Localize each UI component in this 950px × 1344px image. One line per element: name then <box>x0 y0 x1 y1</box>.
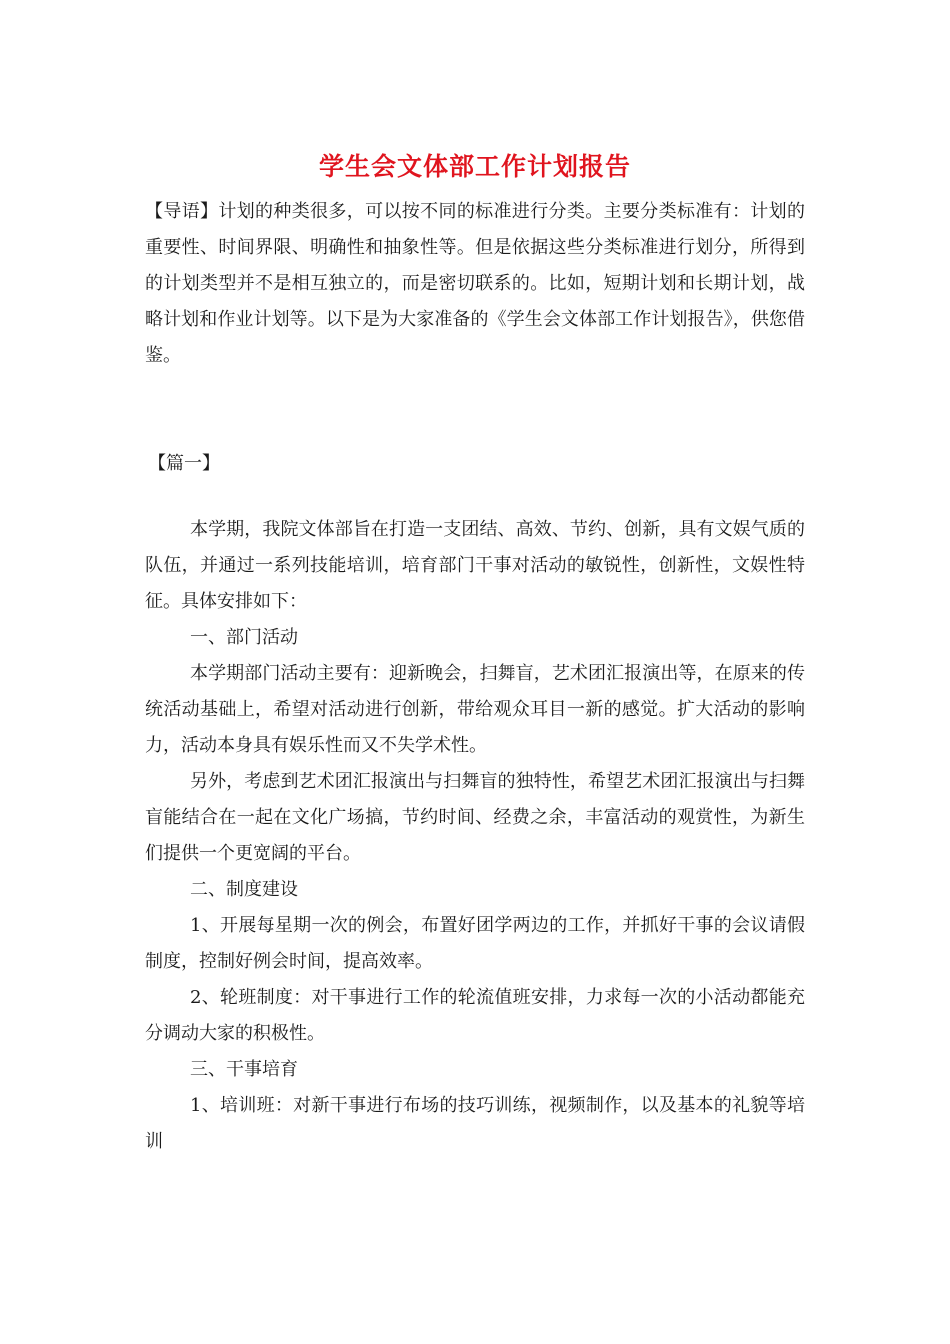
paragraph-weekly-meeting: 1、开展每星期一次的例会，布置好团学两边的工作，并抓好干事的会议请假制度，控制好例会时间，提高效率。 <box>145 915 805 972</box>
document-title: 学生会文体部工作计划报告 <box>318 152 631 181</box>
paragraph-additional: 另外，考虑到艺术团汇报演出与扫舞盲的独特性，希望艺术团汇报演出与扫舞盲能结合在一起在文化广场搞，节约时间、经费之余，丰富活动的观赏性，为新生们提供一个更宽阔的平台。 <box>145 771 805 864</box>
heading-staff-training: 三、干事培育 <box>190 1059 298 1080</box>
paragraph-overview: 本学期，我院文体部旨在打造一支团结、高效、节约、创新，具有文娱气质的队伍，并通过一系列技能培训，培育部门干事对活动的敏锐性，创新性，文娱性特征。具体安排如下： <box>145 519 805 612</box>
heading-department-activities: 一、部门活动 <box>190 627 298 648</box>
intro-paragraph: 【导语】计划的种类很多，可以按不同的标准进行分类。主要分类标准有：计划的重要性、时间界限、明确性和抽象性等。但是依据这些分类标准进行划分，所得到的计划类型并不是相互独立的，而是密切联系的。比如，短期计划和长期计划，战略计划和作业计划等。以下是为大家准备的《学生会文体部工作计划报告》，供您借鉴。 <box>145 201 805 366</box>
paragraph-activities: 本学期部门活动主要有：迎新晚会，扫舞盲，艺术团汇报演出等，在原来的传统活动基础上，希望对活动进行创新，带给观众耳目一新的感觉。扩大活动的影响力，活动本身具有娱乐性而又不失学术性。 <box>145 663 805 756</box>
content-body <box>145 512 805 1160</box>
paragraph-training-class: 1、培训班：对新干事进行布场的技巧训练，视频制作，以及基本的礼貌等培训 <box>145 1095 805 1152</box>
section-label: 【篇一】 <box>148 453 220 474</box>
paragraph-shift-system: 2、轮班制度：对干事进行工作的轮流值班安排，力求每一次的小活动都能充分调动大家的积极性。 <box>145 987 805 1044</box>
heading-system-construction: 二、制度建设 <box>190 879 298 900</box>
